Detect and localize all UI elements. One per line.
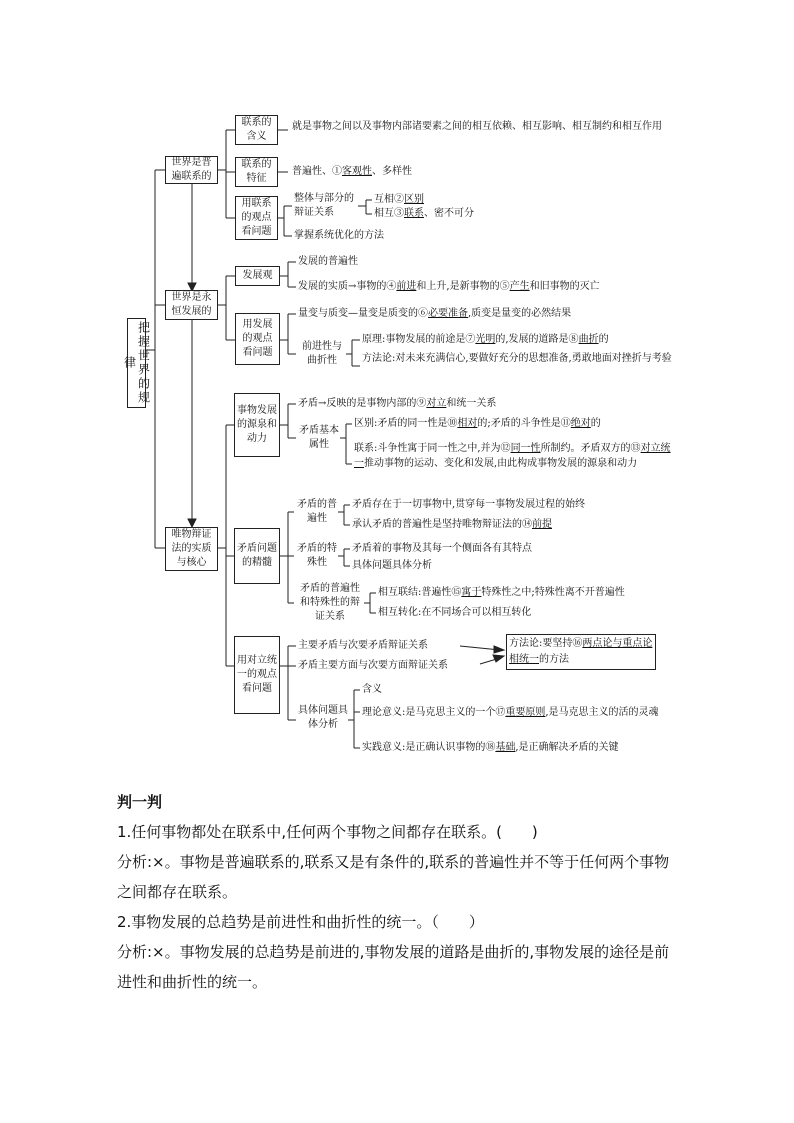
dev-universality: 发展的普遍性 [298,256,358,267]
section3-title: 唯物辩证法的实质与核心 [165,527,218,571]
universality-b: 承认矛盾的普遍性是坚持唯物辩证法的⑭前提 [352,519,552,530]
answer-9: 对立 [426,398,447,409]
link-feature-label: 联系的特征 [235,157,278,187]
universality-label: 矛盾的普遍性 [297,499,337,524]
answer-4: 前进 [396,281,417,292]
answer-3: 联系 [404,208,424,219]
development-view-label: 发展观 [235,266,280,286]
link-feature-text: 普遍性、①客观性、多样性 [292,166,412,177]
answer-17: 重要原则 [505,707,546,718]
dev-essence: 发展的实质→事物的④前进和上升,是新事物的⑤产生和旧事物的灭亡 [298,281,600,292]
judge-heading: 判一判 [117,793,163,811]
answer-18: 基础 [495,742,516,753]
root-node [122,318,151,408]
main-contradiction: 主要矛盾与次要矛盾辩证关系 [298,640,428,651]
whole-part-b: 相互③联系、密不可分 [374,208,474,219]
answer-12: 同一性 [510,443,541,454]
answer-analysis-2: 分析:×。事物发展的总趋势是前进的,事物发展的道路是曲折的,事物发展的途径是前进性和曲折性的统一。 [117,943,670,991]
specificity-label: 矛盾的特殊性 [297,543,337,568]
answer-6: 必要准备 [428,308,468,319]
method-box: 方法论:要坚持⑯两点论与重点论相统一的方法 [506,634,656,670]
source-label: 事物发展的源泉和动力 [234,393,280,457]
answer-13: 对立统一 [354,443,671,469]
attribute-connection: 联系:斗争性寓于同一性之中,并为⑫同一性所制约。矛盾双方的⑬对立统一推动事物的运动、变化和发展,由此构成事物发展的源泉和动力 [354,443,671,469]
answer-16: 两点论与重点论相统一 [509,638,653,665]
link-view-label: 用联系的观点看问题 [235,196,278,240]
answer-1: 客观性 [342,166,372,177]
attribute-difference: 区别:矛盾的同一性是⑩相对的;矛盾的斗争性是⑪绝对的 [354,418,601,429]
progress-twist-label: 前进性与曲折性 [302,341,342,366]
specificity-b: 具体问题具体分析 [352,560,432,571]
root-label: 把握世界的规律 [122,321,151,405]
relation-b: 相互转化:在不同场合可以相互转化 [378,607,532,618]
answer-7: 光明 [475,334,496,345]
answer-10: 相对 [457,418,478,429]
link-definition-text: 就是事物之间以及事物内部诸要素之间的相互依赖、相互影响、相互制约和相互作用 [292,121,662,132]
main-aspect: 矛盾主要方面与次要方面辩证关系 [298,660,448,671]
system-optimization: 掌握系统优化的方法 [294,230,384,241]
answer-2: 区别 [404,194,424,205]
unity-view-label: 用对立统一的观点看问题 [234,636,280,714]
answer-analysis-1: 分析:×。事物是普遍联系的,联系又是有条件的,联系的普遍性并不等于任何两个事物之间都存在联系。 [117,853,670,901]
relation-label: 矛盾的普遍性和特殊性的辩证关系 [300,583,360,622]
concrete-analysis-label: 具体问题具体分析 [298,705,348,730]
essence-label: 矛盾问题的精髓 [234,528,280,584]
answer-11: 绝对 [570,418,591,429]
link-definition-label: 联系的含义 [235,115,278,145]
section2-title: 世界是永恒发展的 [165,290,218,320]
concrete-meaning: 含义 [362,684,382,695]
progress-method: 方法论:对未来充满信心,要做好充分的思想准备,勇敢地面对挫折与考验 [362,353,672,364]
development-method-label: 用发展的观点看问题 [235,313,280,365]
relation-a: 相互联结:普遍性⑮寓于特殊性之中;特殊性离不开普遍性 [378,587,625,598]
answer-15: 寓于 [461,587,482,598]
concrete-practice: 实践意义:是正确认识事物的⑱基础,是正确解决矛盾的关键 [362,742,619,753]
progress-principle: 原理:事物发展的前途是⑦光明的,发展的道路是⑧曲折的 [362,334,609,345]
specificity-a: 矛盾着的事物及其每一个侧面各有其特点 [352,543,532,554]
concrete-theory: 理论意义:是马克思主义的一个⑰重要原则,是马克思主义的活的灵魂 [362,707,659,718]
answer-14: 前提 [532,519,552,530]
quantity-quality: 量变与质变—量变是质变的⑥必要准备,质变是量变的必然结果 [298,308,572,319]
judge-section [117,787,677,997]
whole-part-label: 整体与部分的辩证关系 [294,193,354,218]
contradiction-reflects: 矛盾→反映的是事物内部的⑨对立和统一关系 [298,398,497,409]
attribute-label: 矛盾基本属性 [299,425,339,450]
answer-8: 曲折 [578,334,599,345]
question-2: 2.事物发展的总趋势是前进性和曲折性的统一。（ ） [117,913,484,931]
question-1: 1.任何事物都处在联系中,任何两个事物之间都存在联系。( ) [117,823,538,841]
section1-title: 世界是普遍联系的 [165,156,218,184]
universality-a: 矛盾存在于一切事物中,贯穿每一事物发展过程的始终 [352,499,586,510]
whole-part-a: 互相②区别 [374,194,424,205]
answer-5: 产生 [509,281,530,292]
